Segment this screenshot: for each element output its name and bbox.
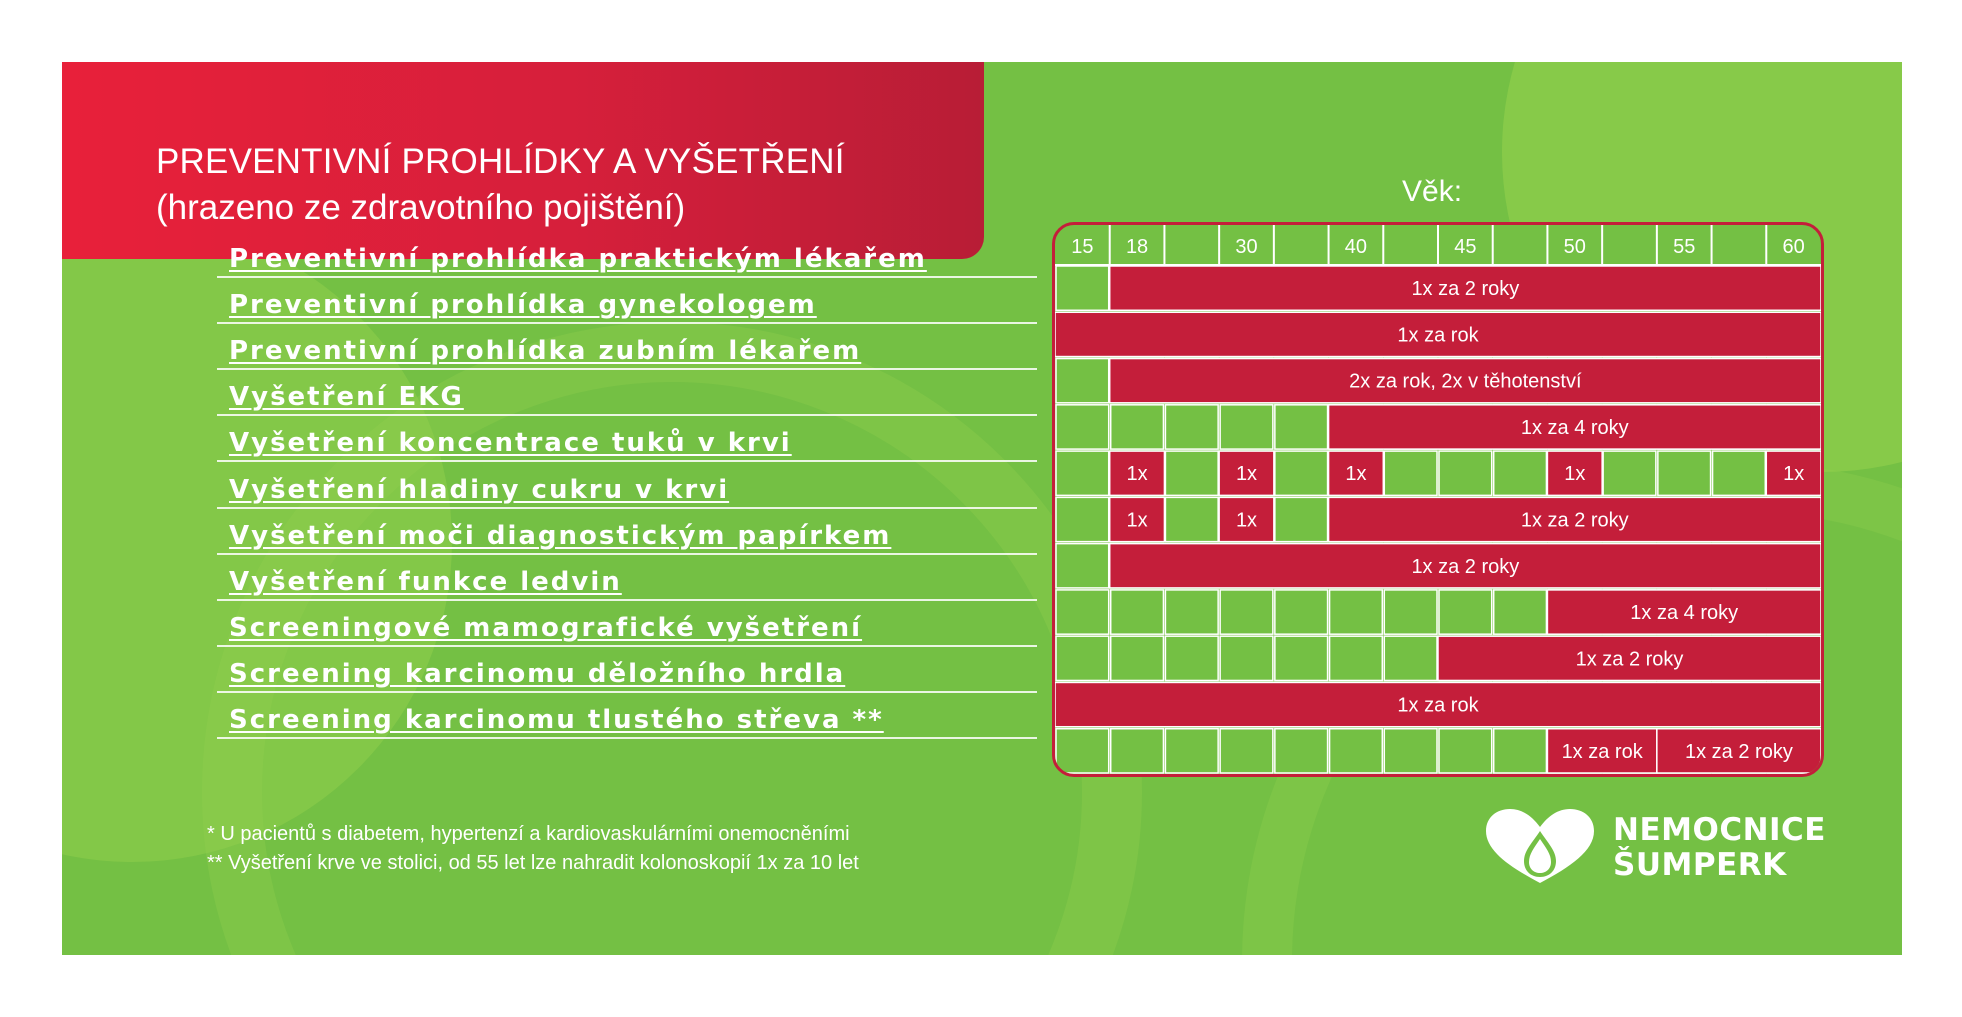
empty-cell (1384, 636, 1437, 680)
age-tick-label: 60 (1782, 236, 1805, 258)
empty-cell (1165, 590, 1218, 634)
empty-cell (1056, 729, 1109, 773)
page-title: PREVENTIVNÍ PROHLÍDKY A VYŠETŘENÍ (156, 142, 845, 181)
schedule-label: 1x za 2 roky (1575, 648, 1684, 671)
empty-cell (1165, 636, 1218, 680)
schedule-label: 1x za rok (1397, 324, 1479, 347)
logo-line-2: ŠUMPERK (1613, 847, 1787, 883)
empty-cell (1494, 590, 1547, 634)
empty-cell (1056, 405, 1109, 449)
age-tick-label: 30 (1235, 236, 1258, 258)
exam-row (217, 322, 1037, 370)
empty-cell (1165, 451, 1218, 495)
exam-label: Vyšetření koncentrace tuků v krvi (229, 428, 792, 459)
empty-cell (1056, 266, 1109, 310)
exam-row (217, 553, 1037, 601)
empty-cell (1384, 729, 1437, 773)
hospital-logo (1480, 807, 1840, 887)
logo-line-1: NEMOCNICE (1613, 812, 1826, 848)
empty-cell (1056, 359, 1109, 403)
exam-row (217, 461, 1037, 509)
schedule-label: 1x (1235, 463, 1258, 486)
schedule-label: 1x za 2 roky (1411, 278, 1520, 301)
empty-cell (1165, 405, 1218, 449)
empty-cell (1275, 451, 1328, 495)
exam-label: Vyšetření moči diagnostickým papírkem (229, 520, 892, 551)
page-subtitle: (hrazeno ze zdravotního pojištění) (156, 188, 686, 227)
exam-label: Vyšetření EKG (229, 382, 464, 413)
exam-label: Preventivní prohlídka praktickým lékařem (229, 244, 927, 274)
empty-cell (1384, 590, 1437, 634)
exam-label: Screeningové mamografické vyšetření (229, 612, 863, 643)
exam-label: Vyšetření funkce ledvin (229, 566, 622, 597)
empty-cell (1494, 729, 1547, 773)
exam-row (217, 414, 1037, 462)
footnote-2: ** Vyšetření krve ve stolici, od 55 let lze nahradit kolonoskopií 1x za 10 let (207, 852, 859, 874)
schedule-label: 1x (1564, 463, 1586, 486)
exam-label: Preventivní prohlídka gynekologem (229, 290, 817, 321)
exam-label: Vyšetření hladiny cukru v krvi (229, 474, 730, 505)
empty-cell (1056, 544, 1109, 588)
exam-label: Preventivní prohlídka zubním lékařem (229, 336, 862, 367)
empty-cell (1275, 405, 1328, 449)
schedule-label: 1x (1235, 509, 1258, 532)
empty-cell (1056, 497, 1109, 541)
poster-panel (62, 62, 1902, 955)
schedule-label: 1x za 4 roky (1520, 416, 1629, 439)
footnotes (207, 820, 859, 878)
schedule-label: 1x (1126, 509, 1148, 532)
exam-row (217, 645, 1037, 693)
age-tick-label: 15 (1071, 236, 1094, 258)
heart-drop-logo-icon (1480, 807, 1600, 887)
empty-cell (1603, 451, 1656, 495)
schedule-label: 1x (1783, 463, 1805, 486)
logo-text (1613, 813, 1826, 883)
empty-cell (1275, 590, 1328, 634)
schedule-label: 1x za rok (1397, 694, 1479, 717)
empty-cell (1330, 590, 1383, 634)
empty-cell (1275, 636, 1328, 680)
empty-cell (1220, 636, 1273, 680)
schedule-label: 1x za 4 roky (1630, 602, 1739, 625)
empty-cell (1330, 729, 1383, 773)
age-tick-label: 45 (1454, 236, 1477, 258)
footnote-1: * U pacientů s diabetem, hypertenzí a kardiovaskulárními onemocněními (207, 823, 850, 845)
exam-row (217, 230, 1037, 278)
schedule-grid-svg (1055, 225, 1821, 774)
empty-cell (1658, 451, 1711, 495)
empty-cell (1713, 451, 1766, 495)
schedule-grid (1052, 222, 1824, 777)
empty-cell (1275, 497, 1328, 541)
schedule-label: 1x (1345, 463, 1367, 486)
age-tick-label: 55 (1673, 236, 1696, 258)
age-axis-label: Věk: (1402, 175, 1463, 208)
empty-cell (1439, 729, 1492, 773)
schedule-label: 1x za 2 roky (1411, 555, 1520, 578)
empty-cell (1330, 636, 1383, 680)
schedule-label: 1x za 2 roky (1685, 740, 1793, 763)
exam-row (217, 507, 1037, 555)
exam-label: Screening karcinomu děložního hrdla (229, 658, 846, 689)
empty-cell (1111, 405, 1164, 449)
empty-cell (1275, 729, 1328, 773)
empty-cell (1220, 405, 1273, 449)
empty-cell (1056, 636, 1109, 680)
empty-cell (1384, 451, 1437, 495)
empty-cell (1056, 590, 1109, 634)
age-tick-label: 40 (1344, 236, 1368, 258)
empty-cell (1494, 451, 1547, 495)
exam-row (217, 599, 1037, 647)
schedule-label: 1x za 2 roky (1520, 509, 1629, 532)
exam-label: Screening karcinomu tlustého střeva ** (229, 705, 884, 735)
empty-cell (1439, 451, 1492, 495)
age-tick-label: 18 (1125, 236, 1149, 258)
exam-row (217, 691, 1037, 739)
empty-cell (1056, 451, 1109, 495)
schedule-label: 2x za rok, 2x v těhotenství (1349, 370, 1582, 393)
empty-cell (1165, 497, 1218, 541)
empty-cell (1111, 729, 1164, 773)
schedule-label: 1x (1126, 463, 1148, 486)
empty-cell (1165, 729, 1218, 773)
empty-cell (1111, 590, 1164, 634)
empty-cell (1220, 729, 1273, 773)
age-tick-label: 50 (1563, 236, 1586, 258)
empty-cell (1439, 590, 1492, 634)
empty-cell (1111, 636, 1164, 680)
exam-row (217, 368, 1037, 416)
schedule-label: 1x za rok (1561, 740, 1643, 763)
exam-row (217, 276, 1037, 324)
empty-cell (1220, 590, 1273, 634)
